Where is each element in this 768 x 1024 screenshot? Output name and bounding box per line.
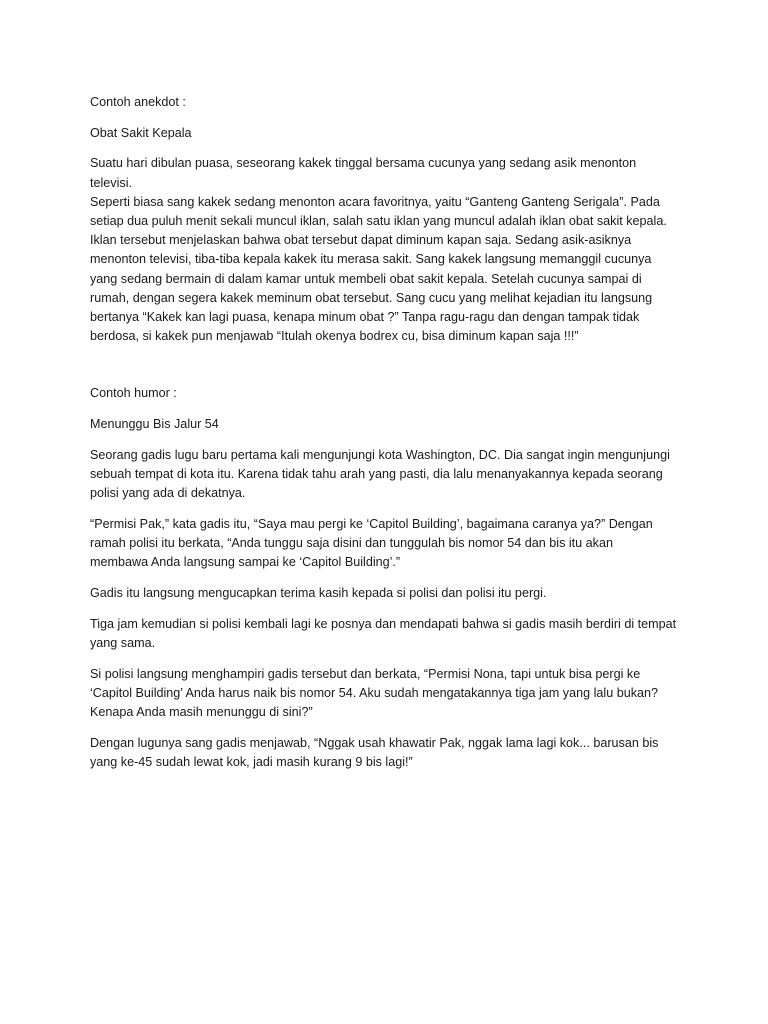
humor-paragraph-1 <box>90 446 678 504</box>
text-line: Dengan lugunya sang gadis menjawab, “Nggak usah khawatir Pak, nggak lama lagi kok... barusan bis <box>90 735 659 750</box>
text-line: Iklan tersebut menjelaskan bahwa obat tersebut dapat diminum kapan saja. Sedang asik-asiknya <box>90 233 632 248</box>
text-line: ramah polisi itu berkata, “Anda tunggu saja disini dan tunggulah bis nomor 54 dan bis itu akan <box>90 536 613 551</box>
text-line: ‘Capitol Building’ Anda harus naik bis nomor 54. Aku sudah mengatakannya tiga jam yang lalu bukan? <box>90 685 659 700</box>
text-line: yang ke-45 sudah lewat kok, jadi masih kurang 9 bis lagi!” <box>90 754 413 769</box>
text-line: Seperti biasa sang kakek sedang menonton acara favoritnya, yaitu “Ganteng Ganteng Serigala”. Pada <box>90 194 660 209</box>
document-content <box>90 93 678 772</box>
text-line: Gadis itu langsung mengucapkan terima kasih kepada si polisi dan polisi itu pergi. <box>90 586 547 601</box>
humor-paragraph-3 <box>90 584 678 603</box>
text-line: yang sedang bermain di dalam kamar untuk membeli obat sakit kepala. Setelah cucunya sampai di <box>90 271 642 286</box>
text-line: “Permisi Pak,” kata gadis itu, “Saya mau pergi ke ‘Capitol Building’, bagaimana caranya ya?” Dengan <box>90 516 653 531</box>
text-line: bertanya “Kakek kan lagi puasa, kenapa minum obat ?” Tanpa ragu-ragu dan dengan tampak tidak <box>90 310 640 325</box>
humor-title: Menunggu Bis Jalur 54 <box>90 417 219 432</box>
text-line: berdosa, si kakek pun menjawab “Itulah okenya bodrex cu, bisa diminum kapan saja !!!” <box>90 329 579 344</box>
text-line: Tiga jam kemudian si polisi kembali lagi ke posnya dan mendapati bahwa si gadis masih berdiri di tempat <box>90 616 677 631</box>
text-line: menonton televisi, tiba-tiba kepala kakek itu merasa sakit. Sang kakek langsung memanggil cucunya <box>90 252 652 267</box>
text-line: Suatu hari dibulan puasa, seseorang kakek tinggal bersama cucunya yang sedang asik menonton televisi. <box>90 156 637 190</box>
anekdot-title: Obat Sakit Kepala <box>90 125 192 140</box>
text-line: polisi yang ada di dekatnya. <box>90 486 246 501</box>
humor-paragraph-2 <box>90 515 678 573</box>
text-line: membawa Anda langsung sampai ke ‘Capitol Building’.” <box>90 555 401 570</box>
humor-heading: Contoh humor : <box>90 386 177 401</box>
text-line: sebuah tempat di kota itu. Karena tidak tahu arah yang pasti, dia lalu menanyakannya kepada seorang <box>90 467 663 482</box>
text-line: Si polisi langsung menghampiri gadis tersebut dan berkata, “Permisi Nona, tapi untuk bisa pergi ke <box>90 666 641 681</box>
humor-paragraph-6 <box>90 734 678 772</box>
anekdot-paragraph <box>90 154 678 346</box>
text-line: setiap dua puluh menit sekali muncul iklan, salah satu iklan yang muncul adalah iklan obat sakit kepala. <box>90 214 667 229</box>
text-line: Seorang gadis lugu baru pertama kali mengunjungi kota Washington, DC. Dia sangat ingin mengunjungi <box>90 447 670 462</box>
text-line: rumah, dengan segera kakek meminum obat tersebut. Sang cucu yang melihat kejadian itu langsung <box>90 290 653 305</box>
text-line: Kenapa Anda masih menunggu di sini?” <box>90 705 313 720</box>
anekdot-heading: Contoh anekdot : <box>90 95 186 109</box>
text-line: yang sama. <box>90 635 156 650</box>
humor-paragraph-5 <box>90 665 678 723</box>
humor-paragraph-4 <box>90 615 678 653</box>
